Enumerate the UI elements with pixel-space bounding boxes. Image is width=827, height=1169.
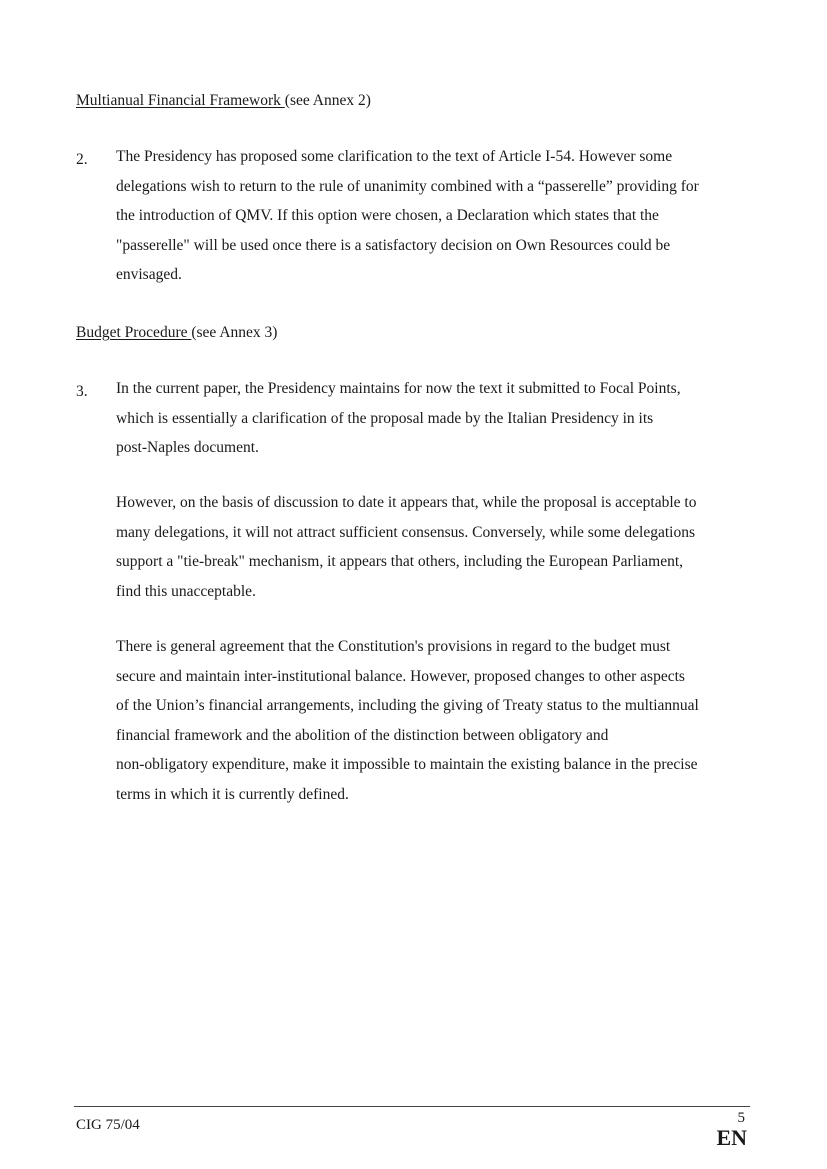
paragraph-number: 3. <box>76 383 88 400</box>
document-reference: CIG 75/04 <box>76 1117 140 1133</box>
footer-divider <box>74 1106 750 1107</box>
page-number: 5 <box>737 1110 745 1126</box>
paragraph-line: "passerelle" will be used once there is a satisfactory decision on Own Resources could be <box>116 236 671 254</box>
paragraph-3-continued-b <box>116 632 756 809</box>
section-heading-multiannual-financial-framework <box>76 91 371 111</box>
paragraph-line: non-obligatory expenditure, make it impossible to maintain the existing balance in the precise <box>116 756 698 773</box>
paragraph-line: of the Union’s financial arrangements, including the giving of Treaty status to the multiannual <box>116 697 699 714</box>
paragraph-line: support a "tie-break" mechanism, it appears that others, including the European Parliament, <box>116 553 684 570</box>
language-code: EN <box>716 1125 747 1150</box>
paragraph-3-continued-a <box>116 488 756 606</box>
paragraph-number: 2. <box>76 151 88 168</box>
paragraph-line: terms in which it is currently defined. <box>116 785 349 803</box>
section-heading-title: Multianual Financial Framework <box>76 92 285 109</box>
paragraph-3 <box>116 374 756 463</box>
paragraph-line: delegations wish to return to the rule of unanimity combined with a “passerelle” providing for <box>116 177 699 195</box>
paragraph-line: many delegations, it will not attract sufficient consensus. Conversely, while some delegations <box>116 523 695 541</box>
paragraph-line: In the current paper, the Presidency maintains for now the text it submitted to Focal Points, <box>116 380 681 397</box>
paragraph-line: which is essentially a clarification of the proposal made by the Italian Presidency in its <box>116 409 654 427</box>
paragraph-line: There is general agreement that the Constitution's provisions in regard to the budget must <box>116 638 671 655</box>
paragraph-line: envisaged. <box>116 266 182 283</box>
paragraph-line: financial framework and the abolition of the distinction between obligatory and <box>116 726 609 744</box>
paragraph-line: post-Naples document. <box>116 439 259 456</box>
paragraph-line: find this unacceptable. <box>116 582 256 600</box>
section-heading-annex-ref: (see Annex 2) <box>284 92 371 109</box>
paragraph-line: secure and maintain inter-institutional balance. However, proposed changes to other aspects <box>116 667 685 685</box>
section-heading-title: Budget Procedure <box>76 324 192 341</box>
section-heading-annex-ref: (see Annex 3) <box>191 324 278 341</box>
section-heading-budget-procedure <box>76 323 277 343</box>
paragraph-line: The Presidency has proposed some clarification to the text of Article I-54. However some <box>116 148 673 165</box>
paragraph-line: the introduction of QMV. If this option were chosen, a Declaration which states that the <box>116 207 659 224</box>
paragraph-line: However, on the basis of discussion to date it appears that, while the proposal is acceptable to <box>116 494 697 511</box>
paragraph-2 <box>116 142 756 290</box>
